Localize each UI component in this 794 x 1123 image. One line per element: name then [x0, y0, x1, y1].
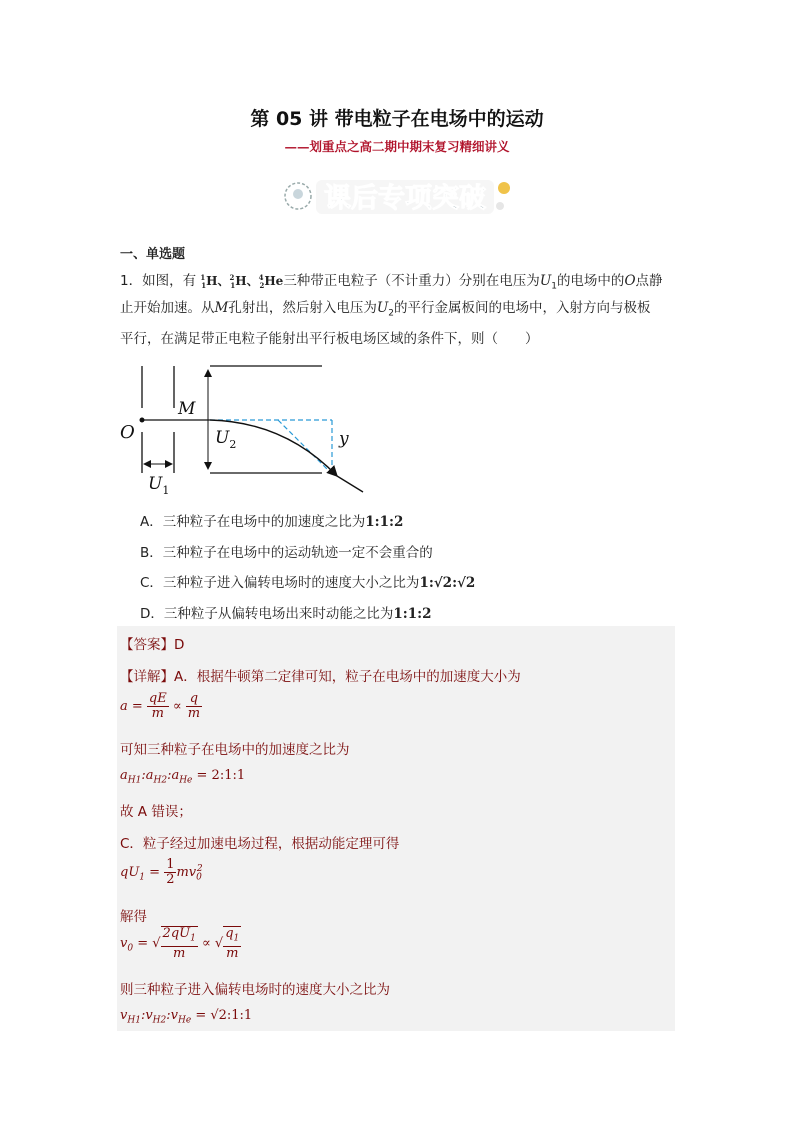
option-c[interactable]: C．三种粒子进入偏转电场时的速度大小之比为1:√2:√2 [140, 575, 476, 591]
label-y: y [339, 429, 349, 449]
detail-a-line: 【详解】A．根据牛顿第二定律可知，粒子在电场中的加速度大小为 [120, 669, 521, 685]
accel-ratio-intro: 可知三种粒子在电场中的加速度之比为 [120, 742, 350, 758]
speed-intro-line: 则三种粒子进入偏转电场时的速度大小之比为 [120, 982, 390, 998]
option-b[interactable]: B．三种粒子在电场中的运动轨迹一定不会重合的 [140, 545, 433, 561]
banner-logo [278, 174, 518, 220]
field-diagram [115, 360, 375, 499]
solve-line: 解得 [120, 909, 147, 925]
formula-accel-ratio: $a_{H1}:a_{H2}:a_{He}$ = 2:1:1 [120, 768, 246, 786]
label-O: O [120, 422, 135, 443]
formula-acceleration: a = $\frac{qE}{m}$ ∝ $\frac{q}{m}$ [120, 691, 201, 721]
page-title: 第 05 讲 带电粒子在电场中的运动 [250, 108, 544, 130]
answer-line: 【答案】D [120, 637, 185, 653]
section-heading: 一、单选题 [120, 247, 186, 262]
formula-speed-ratio: $v_{H1}:v_{H2}:v_{He}$ = √2:1:1 [120, 1008, 253, 1026]
label-U1: $U_1$ [148, 474, 170, 495]
question-line-2: 止开始加速。从M孔射出，然后射入电压为$U_2$的平行金属板间的电场中，入射方向与极板 [120, 300, 651, 319]
banner-text: 课后专项突破 [324, 183, 486, 214]
formula-speed: $v_0$ = √ $\frac{2qU_1}{m}$ ∝ √ $\frac{q_1}{m}$ [120, 926, 240, 961]
c-intro-line: C．粒子经过加速电场过程，根据动能定理可得 [120, 836, 400, 852]
option-a[interactable]: A．三种粒子在电场中的加速度之比为1:1:2 [140, 514, 404, 530]
question-line-3: 平行，在满足带正电粒子能射出平行板电场区域的条件下，则（ ） [120, 331, 539, 347]
label-M: M [178, 399, 196, 419]
page-subtitle: ——划重点之高二期中期末复习精细讲义 [284, 139, 510, 154]
a-wrong-line: 故 A 错误； [120, 804, 192, 820]
option-d[interactable]: D．三种粒子从偏转电场出来时动能之比为1:1:2 [140, 606, 432, 622]
label-U2: $U_2$ [215, 428, 237, 451]
question-line-1: 1．如图，有 $^1_1$H、$^2_1$H、$^4_2$He三种带正电粒子（不计重力）分别在电压为$U_1$的电场中的O点静 [120, 273, 663, 292]
answer-panel [117, 626, 675, 1031]
formula-energy: $qU_1$ = $\frac{1}{2}$ $mv_0^2$ [120, 857, 203, 887]
